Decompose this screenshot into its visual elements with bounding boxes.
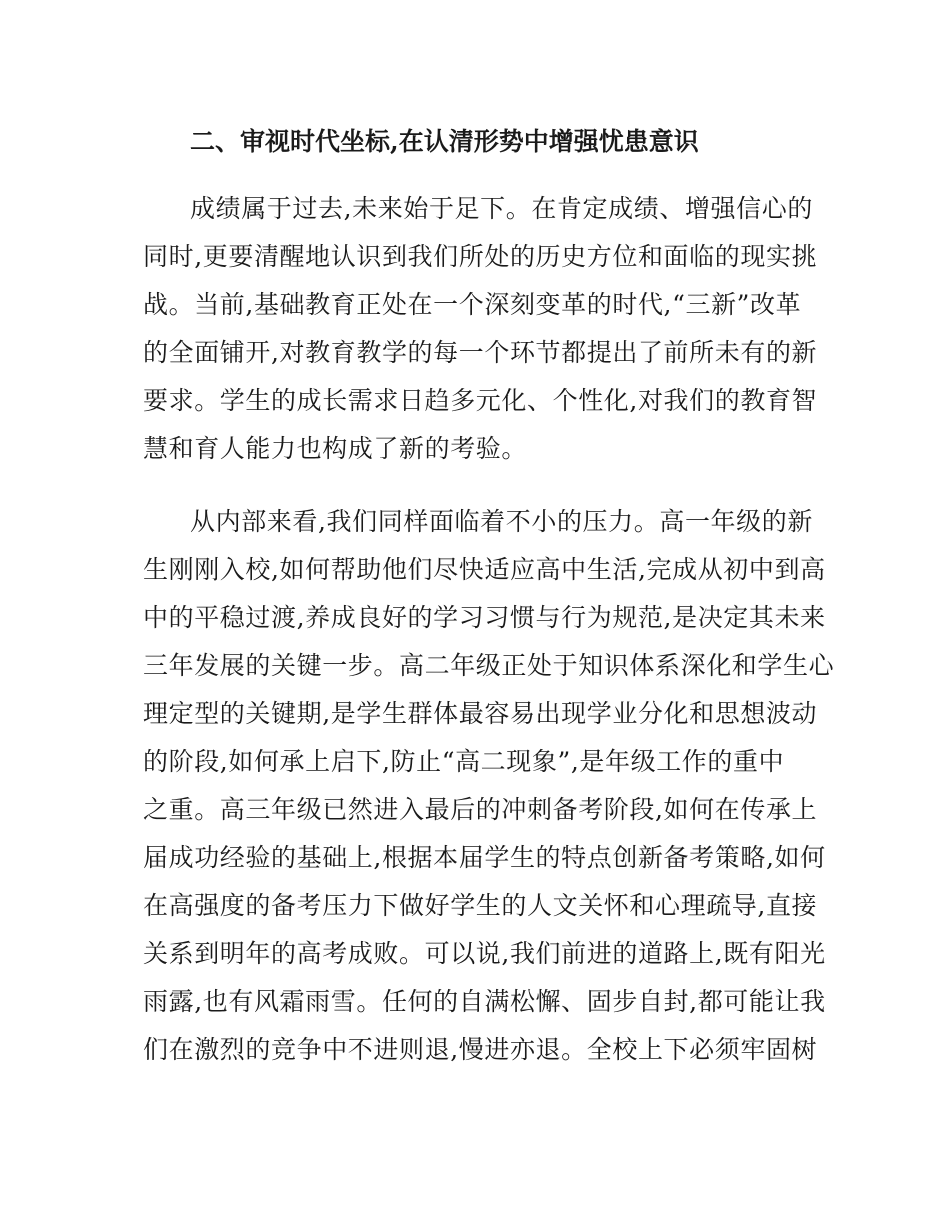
paragraph-2-line-2: 生刚刚入校,如何帮助他们尽快适应高中生活,完成从初中到高 (143, 555, 826, 584)
paragraph-2-line-12: 们在激烈的竞争中不进则退,慢进亦退。全校上下必须牢固树 (143, 1035, 818, 1064)
paragraph-2-line-1: 从内部来看,我们同样面临着不小的压力。高一年级的新 (190, 507, 813, 536)
paragraph-1-line-6: 慧和育人能力也构成了新的考验。 (143, 434, 528, 463)
paragraph-1-line-3: 战。当前,基础教育正处在一个深刻变革的时代,“三新”改革 (143, 290, 802, 319)
paragraph-2-line-4: 三年发展的关键一步。高二年级正处于知识体系深化和学生心 (143, 651, 835, 680)
paragraph-1-line-1: 成绩属于过去,未来始于足下。在肯定成绩、增强信心的 (190, 194, 813, 223)
paragraph-2-line-8: 届成功经验的基础上,根据本届学生的特点创新备考策略,如何 (143, 843, 826, 872)
paragraph-2-line-7: 之重。高三年级已然进入最后的冲刺备考阶段,如何在传承上 (143, 795, 818, 824)
paragraph-1-line-4: 的全面铺开,对教育教学的每一个环节都提出了前所未有的新 (143, 338, 818, 367)
paragraph-1-line-2: 同时,更要清醒地认识到我们所处的历史方位和面临的现实挑 (143, 242, 818, 271)
paragraph-1-line-5: 要求。学生的成长需求日趋多元化、个性化,对我们的教育智 (143, 386, 818, 415)
paragraph-2-line-11: 雨露,也有风霜雨雪。任何的自满松懈、固步自封,都可能让我 (143, 987, 826, 1016)
section-heading: 二、审视时代坐标,在认清形势中增强忧患意识 (190, 127, 699, 156)
paragraph-2-line-5: 理定型的关键期,是学生群体最容易出现学业分化和思想波动 (143, 699, 818, 728)
paragraph-2-line-3: 中的平稳过渡,养成良好的学习习惯与行为规范,是决定其未来 (143, 603, 826, 632)
paragraph-2-line-10: 关系到明年的高考成败。可以说,我们前进的道路上,既有阳光 (143, 939, 826, 968)
paragraph-2-line-9: 在高强度的备考压力下做好学生的人文关怀和心理疏导,直接 (143, 891, 818, 920)
paragraph-2-line-6: 的阶段,如何承上启下,防止“高二现象”,是年级工作的重中 (143, 747, 785, 776)
